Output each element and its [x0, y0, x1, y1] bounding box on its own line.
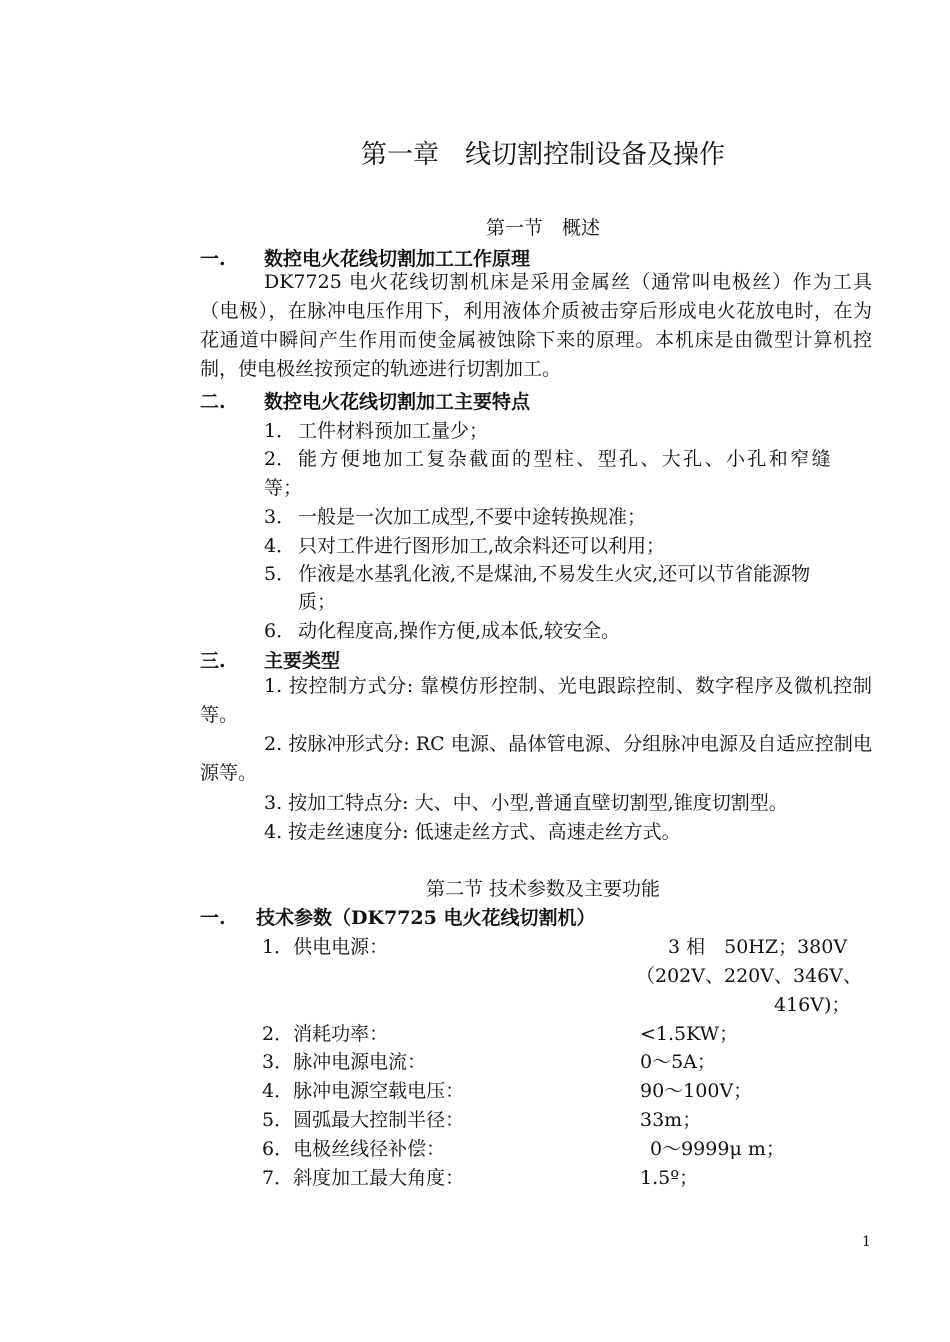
- feature-number: 3．: [264, 506, 296, 528]
- feature-text: 能方便地加工复杂截面的型柱、型孔、大孔、小孔和窄缝: [298, 448, 834, 470]
- heading-tech-params: 技术参数（DK7725 电火花线切割机）: [256, 907, 596, 929]
- type-item-3: 3. 按加工特点分: 大、中、小型,普通直壁切割型,锥度切割型。: [264, 792, 788, 814]
- feature-text: 动化程度高,操作方便,成本低,较安全。: [298, 620, 621, 642]
- feature-text: 一般是一次加工成型,不要中途转换规准；: [298, 506, 647, 528]
- feature-item: [264, 559, 810, 586]
- param-value: 33m；: [640, 1109, 702, 1131]
- param-value: 90～100V；: [640, 1080, 753, 1102]
- feature-text: 只对工件进行图形加工,故余料还可以利用；: [298, 535, 666, 557]
- param-value: 0～9999μ m；: [650, 1138, 785, 1160]
- feature-item-continuation: [298, 587, 336, 614]
- feature-number: 6．: [264, 620, 296, 642]
- feature-text: 作液是水基乳化液,不是煤油,不易发生火灾,还可以节省能源物: [298, 563, 811, 585]
- heading-number-3: 三.: [200, 650, 226, 672]
- feature-text: 等；: [264, 477, 303, 499]
- param-label: 7．斜度加工最大角度：: [262, 1167, 465, 1189]
- feature-text: 工件材料预加工量少；: [298, 420, 489, 442]
- chapter-title: 第一章 线切割控制设备及操作: [360, 140, 725, 170]
- heading-number-params: 一.: [200, 907, 226, 929]
- feature-number: 5．: [264, 563, 296, 585]
- section-title-parameters: 第二节 技术参数及主要功能: [425, 878, 661, 900]
- feature-text: 质；: [298, 591, 337, 613]
- feature-item: [264, 616, 620, 643]
- param-label: 5．圆弧最大控制半径：: [262, 1109, 465, 1131]
- param-value: 0～5A；: [640, 1051, 716, 1073]
- section-title-overview: 第一节 概述: [485, 217, 600, 239]
- param-label: 1．供电电源：: [262, 936, 389, 958]
- heading-principle: 数控电火花线切割加工工作原理: [264, 248, 531, 270]
- heading-number-1: 一.: [200, 248, 226, 270]
- param-value: 1.5º；: [640, 1167, 699, 1189]
- heading-number-2: 二.: [200, 391, 226, 413]
- param-value: 3 相 50HZ；380V: [668, 936, 848, 958]
- feature-item-continuation: [264, 473, 302, 500]
- param-label: 6．电极丝线径补偿：: [262, 1138, 446, 1160]
- feature-item: [264, 416, 488, 443]
- type-item-1: 1. 按控制方式分: 靠模仿形控制、光电跟踪控制、数字程序及微机控制等。: [200, 675, 872, 726]
- feature-number: 4．: [264, 535, 296, 557]
- type-item-2: 2. 按脉冲形式分: RC 电源、晶体管电源、分组脉冲电源及自适应控制电源等。: [200, 733, 872, 784]
- feature-number: 1．: [264, 420, 296, 442]
- param-value: <1.5KW；: [640, 1023, 739, 1045]
- param-label: 4．脉冲电源空载电压：: [262, 1080, 465, 1102]
- page-number: 1: [862, 1234, 871, 1250]
- param-label: 3．脉冲电源电流：: [262, 1051, 427, 1073]
- heading-types: 主要类型: [264, 650, 341, 672]
- feature-item: [264, 444, 833, 471]
- type-item-4: 4. 按走丝速度分: 低速走丝方式、高速走丝方式。: [264, 821, 681, 843]
- principle-paragraph: DK7725 电火花线切割机床是采用金属丝（通常叫电极丝）作为工具（电极），在脉冲电压作用下，利用液体介质被击穿后形成电火花放电时，在为花通道中瞬间产生作用而使金属被蚀除下来的原理。本机床是由微型计算机控制，使电极丝按预定的轨迹进行切割加工。: [200, 271, 872, 380]
- heading-features: 数控电火花线切割加工主要特点: [264, 391, 531, 413]
- param-value-continuation: 416V)；: [774, 994, 851, 1016]
- feature-item: [264, 502, 646, 529]
- feature-number: 2．: [264, 448, 296, 470]
- feature-item: [264, 531, 665, 558]
- param-label: 2．消耗功率：: [262, 1023, 389, 1045]
- param-value-continuation: （202V、220V、346V、: [636, 965, 862, 987]
